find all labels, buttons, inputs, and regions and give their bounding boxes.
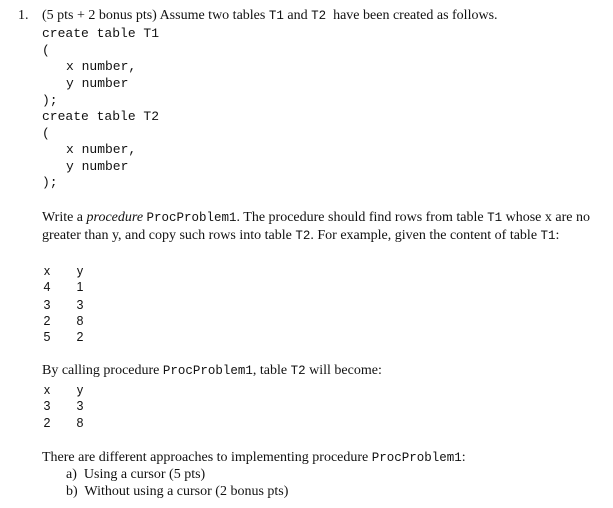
code-t2-line2: ( — [42, 126, 50, 141]
task-table-t1: T1 — [487, 211, 503, 225]
table-t2-cell: 3 — [76, 399, 84, 413]
calling-text-2: , table — [252, 363, 291, 378]
table-t1-cell: 4 — [43, 280, 51, 294]
intro-and: and — [283, 8, 312, 23]
code-t2-line4: y number — [66, 159, 129, 174]
task-paragraph — [42, 209, 602, 245]
table-t1-header-x: x — [43, 264, 51, 278]
question-intro — [42, 8, 498, 24]
task-table-t2: T2 — [295, 229, 311, 243]
procedure-name: ProcProblem1 — [146, 211, 237, 225]
list-item — [66, 467, 205, 483]
code-t1-line2: ( — [42, 43, 50, 58]
table-t2-cell: 8 — [76, 416, 84, 430]
task-text-3: whose x are no greater than y, and copy such rows into table — [42, 210, 590, 243]
task-text-4: . For example, given the content of table — [310, 228, 541, 243]
code-t1-line5: ); — [42, 93, 58, 108]
code-t1-line4: y number — [66, 76, 129, 91]
table-t2-cell: 2 — [43, 416, 51, 430]
question-number: 1. — [18, 8, 29, 23]
approaches-intro — [42, 450, 466, 466]
table-t2-cell: 3 — [43, 399, 51, 413]
task-text-5: : — [555, 228, 560, 243]
approaches-procedure-name: ProcProblem1 — [371, 451, 462, 465]
code-t1-line3: x number, — [66, 59, 137, 74]
table-t2-header-x: x — [43, 383, 51, 397]
list-item — [66, 484, 288, 500]
intro-text-b: have been created as follows. — [326, 8, 498, 23]
table-t2-header-y: y — [76, 383, 84, 397]
table-t1-header-y: y — [76, 264, 84, 278]
table-t1-cell: 8 — [76, 314, 84, 328]
table-t1-cell: 3 — [43, 298, 51, 312]
task-table-t1-second: T1 — [540, 229, 556, 243]
code-t2-line3: x number, — [66, 142, 137, 157]
list-marker: b) — [66, 484, 78, 499]
table-t1-cell: 5 — [43, 330, 51, 344]
task-text-2: . The procedure should find rows from table — [236, 210, 488, 225]
table-name-t2: T2 — [311, 9, 327, 23]
list-item-text: Without using a cursor (2 bonus pts) — [84, 484, 289, 499]
approaches-text: There are different approaches to implementing procedure — [42, 450, 372, 465]
calling-text-1: By calling procedure — [42, 363, 163, 378]
table-t1-cell: 1 — [76, 280, 84, 294]
code-t2-line1: create table T2 — [42, 109, 160, 124]
calling-procedure-name: ProcProblem1 — [162, 364, 253, 378]
list-item-text: Using a cursor (5 pts) — [83, 467, 206, 482]
table-name-t1: T1 — [268, 9, 284, 23]
table-t1-cell: 3 — [76, 298, 84, 312]
code-t2-line5: ); — [42, 175, 58, 190]
table-t1-cell: 2 — [43, 314, 51, 328]
calling-sentence — [42, 363, 382, 379]
list-marker: a) — [66, 467, 77, 482]
calling-table-t2: T2 — [290, 364, 306, 378]
task-text-1: Write a — [42, 210, 87, 225]
calling-text-3: will become: — [305, 363, 382, 378]
intro-text-a: (5 pts + 2 bonus pts) Assume two tables — [42, 8, 269, 23]
approaches-colon: : — [461, 450, 466, 465]
table-t1-cell: 2 — [76, 330, 84, 344]
task-emphasis: procedure — [86, 210, 144, 225]
code-t1-line1: create table T1 — [42, 26, 160, 41]
